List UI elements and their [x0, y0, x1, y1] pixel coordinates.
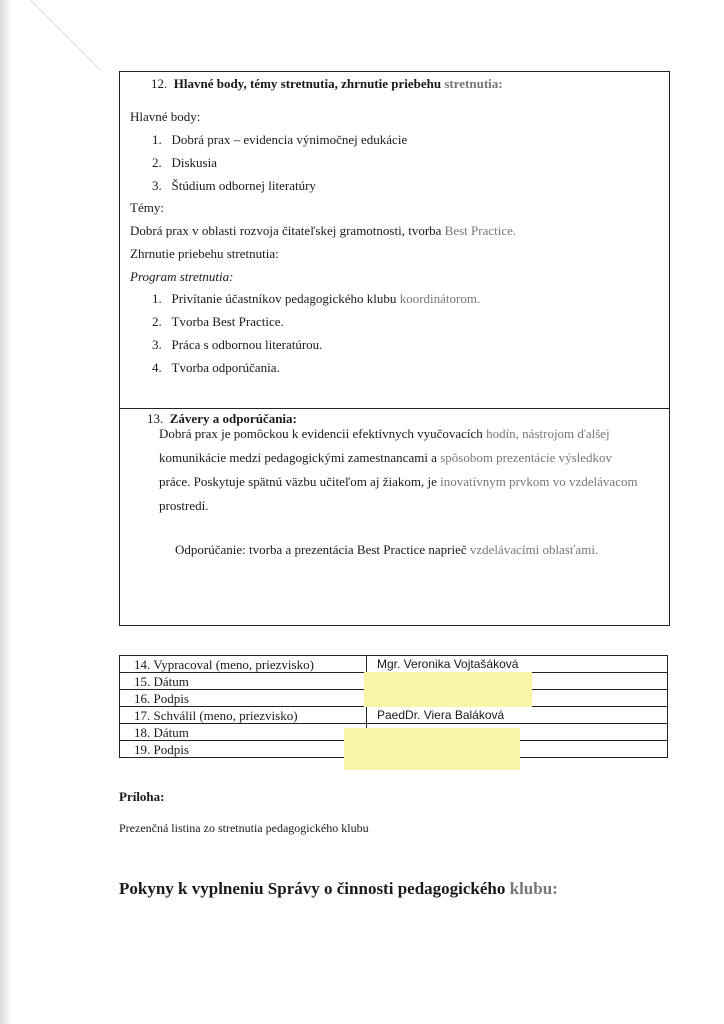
- signature-label: 14. Vypracoval (meno, priezvisko): [120, 656, 367, 673]
- conclusion-line-4: prostredí.: [159, 498, 209, 513]
- section-12-heading: 12. Hlavné body, témy stretnutia, zhrnutie priebehu stretnutia:: [151, 76, 503, 91]
- topics-label: Témy:: [130, 200, 164, 215]
- signature-label: 16. Podpis: [120, 690, 367, 707]
- main-point-3: 3. Štúdium odbornej literatúry: [152, 178, 316, 193]
- program-item-3: 3. Práca s odbornou literatúrou.: [152, 337, 323, 352]
- table-row: [120, 656, 668, 673]
- redaction-date-signature-1: [364, 672, 532, 707]
- main-point-1: 1. Dobrá prax – evidencia výnimočnej edukácie: [152, 132, 408, 147]
- section-13-heading: 13. Závery a odporúčania:: [147, 411, 297, 426]
- signature-label: 18. Dátum: [120, 724, 367, 741]
- section-12-box: [119, 71, 670, 409]
- main-points-label: Hlavné body:: [130, 109, 201, 124]
- signature-value: Mgr. Veronika Vojtašáková: [367, 656, 668, 673]
- conclusion-line-3: práce. Poskytuje spätnú väzbu učiteľom aj žiakom, je inovatívnym prvkom vo vzdelávacom: [159, 474, 638, 489]
- signature-label: 15. Dátum: [120, 673, 367, 690]
- table-row: [120, 707, 668, 724]
- main-point-2: 2. Diskusia: [152, 155, 217, 170]
- attachment-text: Prezenčná listina zo stretnutia pedagogického klubu: [119, 821, 369, 835]
- program-item-4: 4. Tvorba odporúčania.: [152, 360, 280, 375]
- redaction-date-signature-2: [344, 728, 520, 770]
- signature-value: PaedDr. Viera Baláková: [367, 707, 668, 724]
- scan-edge-shadow: [0, 0, 12, 1024]
- program-item-2: 2. Tvorba Best Practice.: [152, 314, 284, 329]
- scan-corner-fold: [30, 0, 171, 70]
- conclusion-line-1: Dobrá prax je pomôckou k evidencii efektívnych vyučovacích hodín, nástrojom ďalšej: [159, 426, 610, 441]
- conclusion-line-2: komunikácie medzi pedagogickými zamestnancami a spôsobom prezentácie výsledkov: [159, 450, 613, 465]
- section-13-box: [119, 408, 670, 626]
- summary-label: Zhrnutie priebehu stretnutia:: [130, 246, 279, 261]
- instructions-heading: Pokyny k vyplneniu Správy o činnosti pedagogického klubu:: [119, 879, 558, 898]
- attachment-label: Príloha:: [119, 789, 165, 804]
- signature-label: 17. Schválil (meno, priezvisko): [120, 707, 367, 724]
- topics-text: Dobrá prax v oblasti rozvoja čitateľskej gramotnosti, tvorba Best Practice.: [130, 223, 517, 238]
- signature-label: 19. Podpis: [120, 741, 367, 758]
- program-label: Program stretnutia:: [130, 269, 234, 284]
- program-item-1: 1. Privítanie účastníkov pedagogického klubu koordinátorom.: [152, 291, 481, 306]
- recommendation-text: Odporúčanie: tvorba a prezentácia Best Practice naprieč vzdelávacími oblasťami.: [175, 542, 599, 557]
